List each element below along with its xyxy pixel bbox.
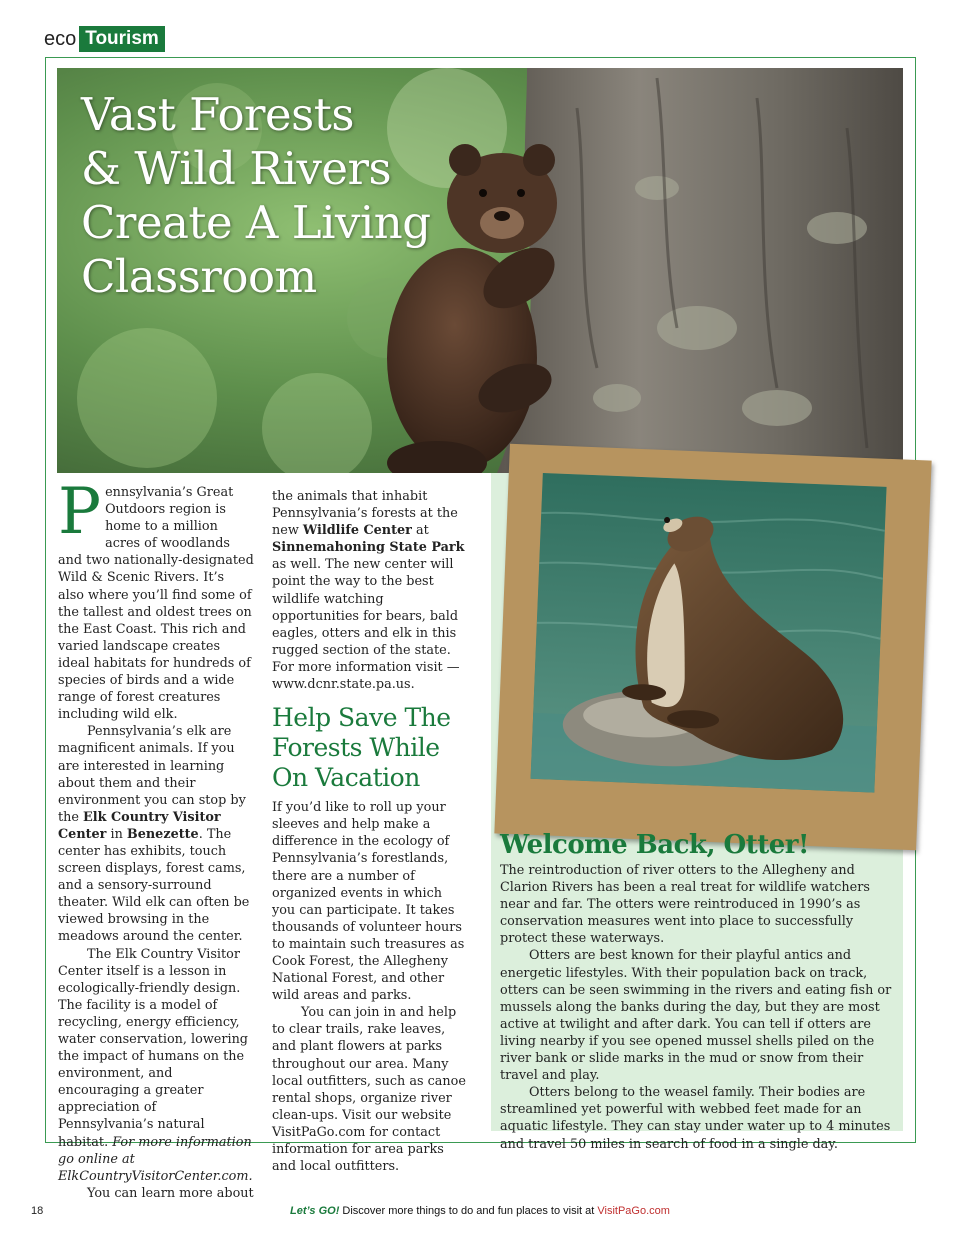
- paragraph: [58, 475, 254, 723]
- section-tag-prefix: eco: [44, 28, 77, 50]
- title-line: Vast Forests: [81, 88, 354, 141]
- place-name: Benezette: [126, 826, 199, 842]
- place-name: Sinnemahoning State Park: [272, 540, 465, 556]
- footer-tagline: [0, 1205, 960, 1217]
- place-name: Elk Country Visitor Center: [58, 809, 221, 842]
- paragraph-text: ennsylvania’s Great Outdoors region is home to a million acres of woodlands and two nationally-designated Wild & Scenic Rivers. It’s also where you’ll find some of the tallest and oldest trees on the East Coast. This rich and varied landscape creates ideal habitats for hundreds of species of birds and a wide range of forest creatures including wild elk.: [58, 485, 254, 723]
- paragraph: If you’d like to roll up your sleeves and help make a difference in the ecology of Pennsylvania’s forestlands, there are a number of organized events in which you can participate. It takes thousands of volunteer hours to maintain such treasures as Cook Forest, the Allegheny National Forest, and other wild areas and parks.: [272, 800, 465, 1004]
- section-subhead: Help Save The Forests While On Vacation: [272, 703, 451, 793]
- otter-photo-card: [494, 444, 931, 851]
- article-column-2: [272, 488, 468, 1175]
- drop-cap: P: [58, 475, 102, 549]
- paragraph: [58, 723, 254, 945]
- footer-lets-go: Let’s GO!: [290, 1205, 340, 1217]
- hero-photo-bear-cub: [57, 68, 903, 473]
- paragraph-text: as well. The new center will point the way to the best wildlife watching opportunities for bears, bald eagles, otters and elk in this rugged section of the state. For more information visit — www.dcnr.state.pa.us.: [272, 557, 460, 693]
- paragraph: Otters are best known for their playful antics and energetic lifestyles. With their population back on track, otters can be seen swimming in the rivers and eating fish or mussels along the banks during the day, but they are most active at twilight and after dark. You can tell if otters are living nearby if you see opened mussel shells piled on the river bank or slide marks in the mud or snow from their travel and play.: [500, 948, 892, 1084]
- place-name: Wildlife Center: [302, 523, 412, 539]
- paragraph: [272, 488, 468, 693]
- footer-text: Discover more things to do and fun places to visit at: [339, 1205, 598, 1217]
- paragraph: The reintroduction of river otters to the Allegheny and Clarion Rivers has been a real treat for wildlife watchers near and far. The otters were reintroduced in 1990’s as conservation measures went into place to successfully protect these waterways.: [500, 863, 870, 947]
- footer-url: VisitPaGo.com: [597, 1205, 670, 1217]
- otter-illustration: [531, 473, 887, 793]
- title-line: Classroom: [81, 250, 317, 303]
- section-tag: [42, 26, 165, 52]
- paragraph: [58, 946, 254, 1185]
- paragraph: You can learn more about: [87, 1185, 254, 1201]
- otter-sidebar: [500, 830, 898, 1153]
- paragraph-text: at: [411, 523, 429, 539]
- article-column-1: [58, 475, 254, 1202]
- otter-photo: [531, 473, 887, 793]
- section-tag-label: Tourism: [79, 26, 165, 52]
- page-number: 18: [31, 1205, 44, 1217]
- sidebar-title: Welcome Back, Otter!: [500, 830, 809, 860]
- paragraph-text: the animals that inhabit Pennsylvania’s forests at the new: [272, 489, 458, 539]
- title-line: Create A Living: [81, 196, 431, 249]
- paragraph: Otters belong to the weasel family. Their bodies are streamlined yet powerful with webbed feet made for an aquatic lifestyle. They can stay under water up to 4 minutes and travel 50 miles in search of food in a single day.: [500, 1085, 891, 1152]
- paragraph-text: in: [106, 826, 127, 842]
- paragraph-text: The Elk Country Visitor Center itself is a lesson in ecologically-friendly design. The facility is a model of recycling, energy efficiency, water conservation, lowering the impact of humans on the environment, and encouraging a greater appreciation of Pennsylvania’s natural habitat.: [58, 946, 248, 1150]
- paragraph-text: . The center has exhibits, touch screen displays, forest cams, and a sensory-surround theater. Wild elk can often be viewed browsing in the meadows around the center.: [58, 826, 250, 945]
- title-line: & Wild Rivers: [81, 142, 392, 195]
- paragraph-text: Pennsylvania’s elk are magnificent animals. If you are interested in learning about them and their environment you can stop by the: [58, 724, 246, 825]
- paragraph: You can join in and help to clear trails, rake leaves, and plant flowers at parks throughout our area. Many local outfitters, such as canoe rental shops, organize river clean-ups. Visit our website VisitPaGo.com for contact information for area parks and local outfitters.: [272, 1005, 466, 1175]
- article-title: [81, 88, 431, 304]
- more-info-note: For more information go online at ElkCountryVisitorCenter.com.: [58, 1134, 253, 1184]
